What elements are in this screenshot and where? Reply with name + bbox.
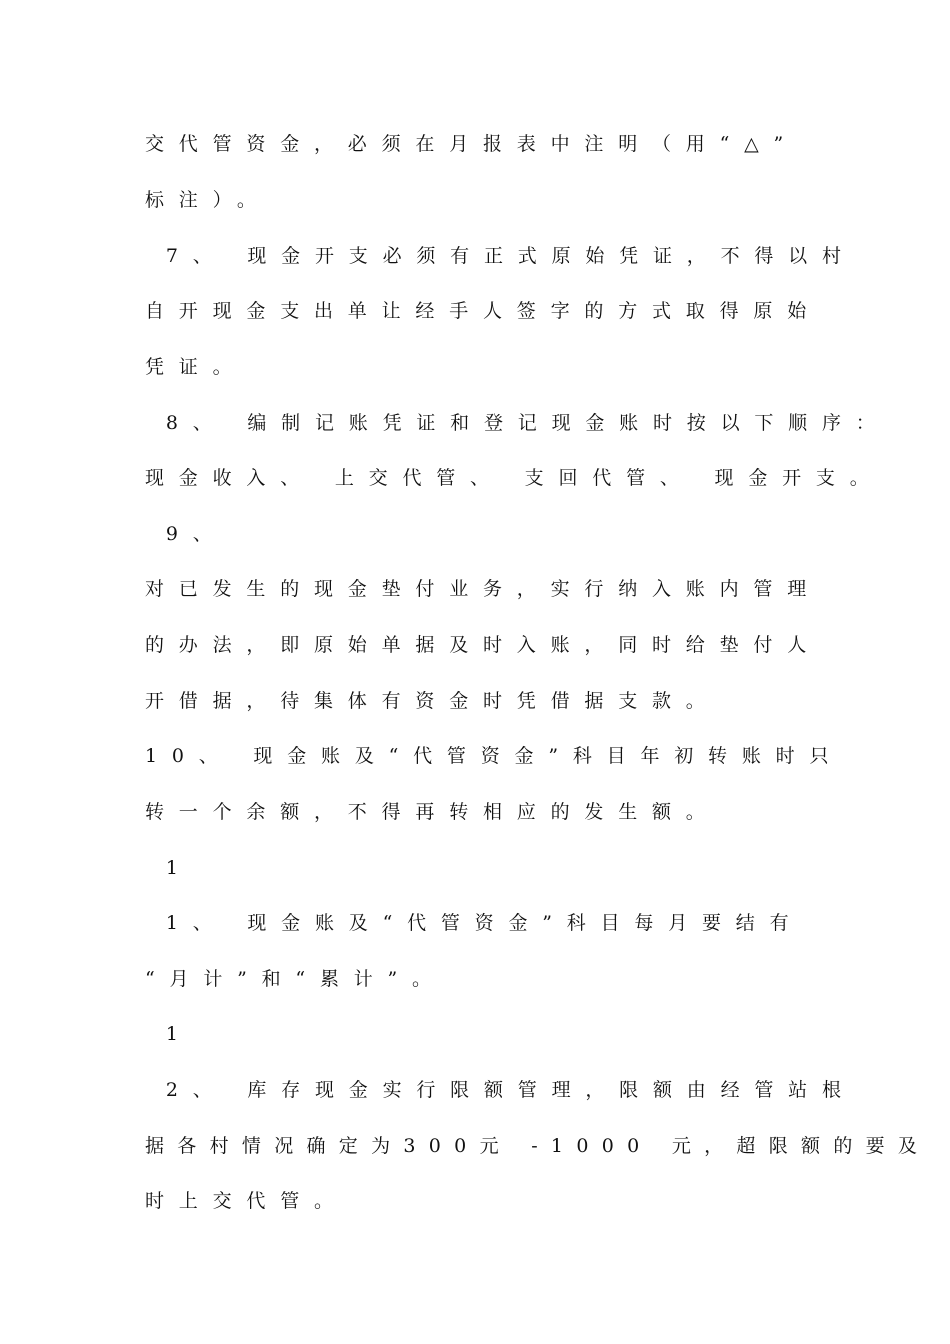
text-line: 交代管资金，必须在月报表中注明（用“△” [145, 133, 799, 155]
text-line: 自开现金支出单让经手人签字的方式取得原始 [145, 300, 822, 322]
text-line: 8、 编制记账凭证和登记现金账时按以下顺序： [145, 412, 890, 434]
text-line: 凭证。 [145, 356, 247, 378]
text-line: 1 [145, 1023, 193, 1045]
text-line: 1 [145, 857, 193, 879]
text-line: 时上交代管。 [145, 1190, 348, 1212]
text-line: 对已发生的现金垫付业务，实行纳入账内管理 [145, 578, 822, 600]
text-line: 标注）。 [145, 189, 271, 211]
text-line: 的办法，即原始单据及时入账，同时给垫付人 [145, 634, 822, 656]
text-line: 10、 现金账及“代管资金”科目年初转账时只 [145, 745, 844, 767]
text-line: 转一个余额，不得再转相应的发生额。 [145, 801, 720, 823]
text-line: 2、 库存现金实行限额管理，限额由经管站根 [145, 1079, 856, 1101]
text-line: “月计”和“累计”。 [145, 968, 446, 990]
text-line: 1、 现金账及“代管资金”科目每月要结有 [145, 912, 804, 934]
text-line: 开借据，待集体有资金时凭借据支款。 [145, 690, 720, 712]
text-line: 7、 现金开支必须有正式原始凭证，不得以村 [145, 245, 856, 267]
text-line: 据各村情况确定为300元 -1000 元，超限额的要及 [145, 1135, 931, 1157]
text-line: 现金收入、 上交代管、 支回代管、 现金开支。 [145, 467, 884, 489]
text-line: 9、 [145, 523, 227, 545]
